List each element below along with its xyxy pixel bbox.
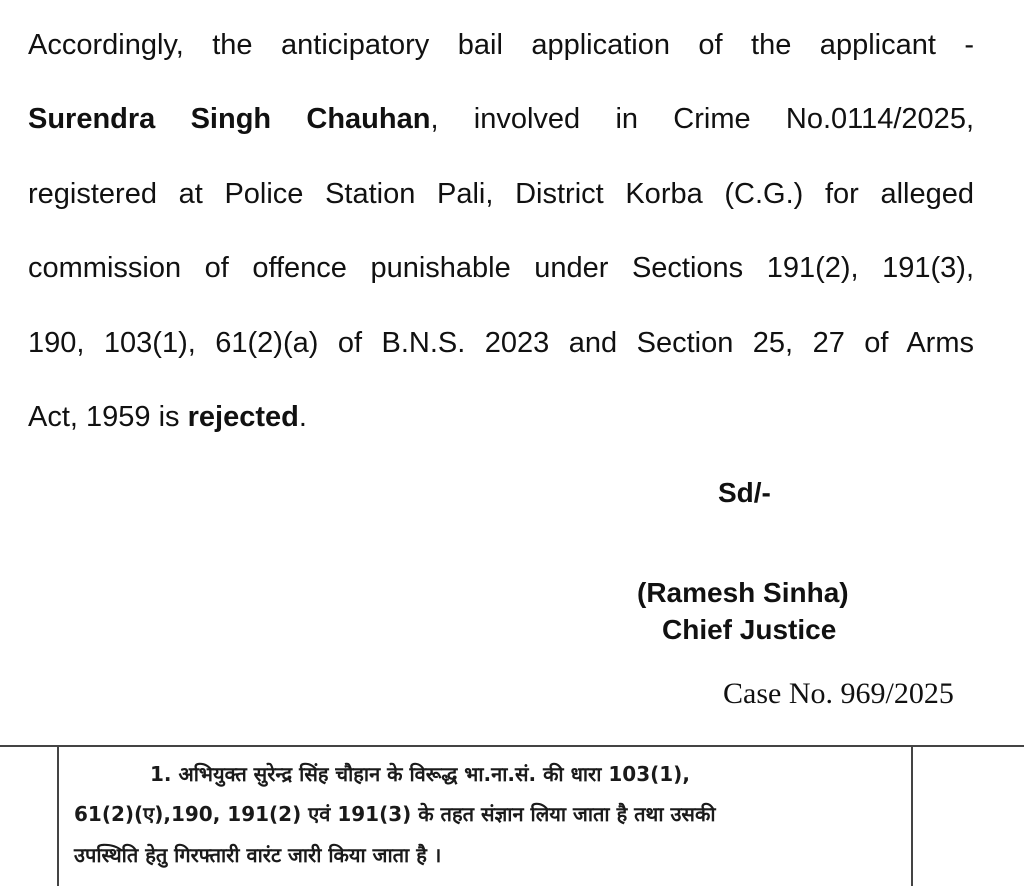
judgment-line-2-rest: , involved in Crime No.0114/2025,	[430, 103, 974, 135]
judgment-line-5: 190, 103(1), 61(2)(a) of B.N.S. 2023 and Section 25, 27 of Arms	[28, 327, 974, 359]
judgment-line-1: Accordingly, the anticipatory bail application of the applicant -	[28, 29, 974, 61]
case-number: Case No. 969/2025	[723, 677, 954, 710]
hindi-order-line-2: 61(2)(ए),190, 191(2) एवं 191(3) के तहत संज्ञान लिया जाता है तथा उसकी	[74, 802, 716, 826]
hindi-order-line-3: उपस्थिति हेतु गिरफ्तारी वारंट जारी किया जाता है ।	[74, 843, 442, 867]
table-top-border	[0, 745, 1024, 747]
judge-designation: Chief Justice	[662, 614, 837, 645]
applicant-name: Surendra Singh Chauhan	[28, 103, 431, 135]
judgment-line-4: commission of offence punishable under Sections 191(2), 191(3),	[28, 252, 974, 284]
judgment-line-6-end: .	[298, 401, 307, 433]
table-right-border	[911, 746, 913, 886]
judge-name: (Ramesh Sinha)	[637, 577, 849, 608]
hindi-order-line-1-text: 1. अभियुक्त सुरेन्द्र सिंह चौहान के विरूद्ध भा.ना.सं. की धारा 103(1),	[150, 762, 690, 786]
hindi-order-line-1	[74, 759, 900, 789]
judgment-line-3: registered at Police Station Pali, District Korba (C.G.) for alleged	[28, 178, 974, 210]
sd-mark: Sd/-	[718, 477, 771, 508]
table-left-border	[57, 746, 59, 886]
judgment-line-6	[28, 400, 974, 434]
verdict-text: rejected	[187, 401, 299, 433]
judgment-line-2	[28, 102, 974, 136]
judgment-line-6-start: Act, 1959 is	[28, 401, 188, 433]
